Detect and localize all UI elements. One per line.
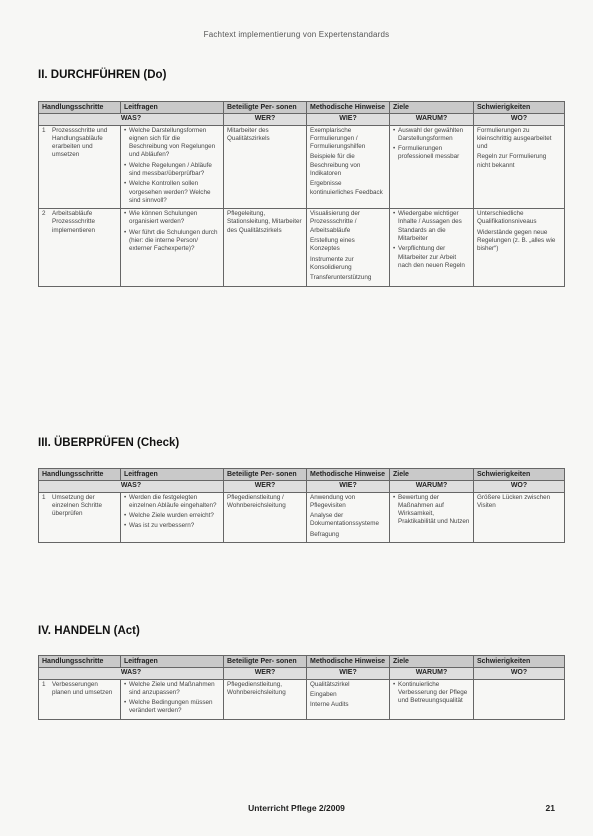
- guide-item: • Was ist zu verbessern?: [124, 522, 220, 530]
- header-steps: Handlungsschritte: [39, 469, 121, 481]
- methods-item: Erstellung eines Konzeptes: [310, 237, 355, 253]
- persons-cell: [224, 125, 307, 209]
- difficulties-item: Größere Lücken zwischen Visiten: [477, 493, 551, 509]
- running-head: Fachtext implementierung von Expertenstandards: [203, 30, 390, 39]
- table-row: [39, 679, 565, 719]
- persons-text: Pflegeleitung, Stationsleitung, Mitarbeiter des Qualitätszirkels: [227, 210, 302, 234]
- step-cell: [39, 492, 121, 542]
- question-row: [39, 481, 565, 493]
- guide-cell: [121, 209, 224, 286]
- guide-item: • Welche Ziele und Maßnahmen sind anzupassen?: [124, 681, 220, 698]
- header-goals: Ziele: [390, 656, 474, 668]
- header-guide: Leitfragen: [121, 469, 224, 481]
- persons-text: Mitarbeiter des Qualitätszirkels: [227, 126, 270, 142]
- step-cell: [39, 209, 121, 286]
- goals-item: • Wiedergabe wichtiger Inhalte / Aussagen des Standards an die Mitarbeiter: [393, 210, 470, 243]
- goals-cell: [390, 125, 474, 209]
- goals-item: • Kontinuierliche Verbesserung der Pflege und Betreuungsqualität: [393, 681, 470, 706]
- section-title-act: IV. HANDELN (Act): [38, 625, 140, 637]
- difficulties-item: Regeln zur Formulierung nicht bekannt: [477, 153, 547, 169]
- persons-cell: [224, 492, 307, 542]
- page-number: 21: [545, 803, 555, 813]
- section-title-do: II. DURCHFÜHREN (Do): [38, 69, 167, 81]
- header-row: [39, 469, 565, 481]
- step-text: Verbesserungen planen und umsetzen: [52, 680, 113, 696]
- goals-item: • Formulierungen professionell messbar: [393, 145, 470, 162]
- header-row: [39, 656, 565, 668]
- question-how: WIE?: [307, 668, 390, 680]
- header-difficulties: Schwierigkeiten: [474, 102, 565, 114]
- question-who: WER?: [224, 481, 307, 493]
- step-cell: [39, 679, 121, 719]
- header-difficulties: Schwierigkeiten: [474, 656, 565, 668]
- question-row: [39, 114, 565, 126]
- methods-item: Exemplarische Formulierungen / Formulierungshilfen: [310, 126, 366, 151]
- methods-item: Beispiele für die Beschreibung von Indikatoren: [310, 153, 361, 177]
- question-where: WO?: [474, 114, 565, 126]
- header-difficulties: Schwierigkeiten: [474, 469, 565, 481]
- question-row: [39, 668, 565, 680]
- difficulties-cell: [474, 209, 565, 286]
- methods-item: Instrumente zur Konsolidierung: [310, 255, 354, 271]
- step-number: 1: [42, 680, 46, 688]
- header-steps: Handlungsschritte: [39, 656, 121, 668]
- goals-item: • Verpflichtung der Mitarbeiter zur Arbeit nach den neuen Regeln: [393, 245, 470, 270]
- guide-item: • Werden die festgelegten einzelnen Abläufe eingehalten?: [124, 494, 220, 511]
- methods-item: Eingaben: [310, 690, 337, 698]
- journal-issue: Unterricht Pflege 2/2009: [248, 803, 345, 813]
- question-who: WER?: [224, 114, 307, 126]
- methods-item: Interne Audits: [310, 701, 349, 709]
- persons-text: Pflegedienstleitung, Wohnbereichsleitung: [227, 680, 286, 696]
- methods-item: Befragung: [310, 530, 340, 538]
- goals-cell: [390, 492, 474, 542]
- header-persons: Beteiligte Per- sonen: [224, 656, 307, 668]
- table-row: [39, 125, 565, 209]
- difficulties-cell: [474, 492, 565, 542]
- question-where: WO?: [474, 481, 565, 493]
- difficulties-item: Widerstände gegen neue Regelungen (z. B. „alles wie bisher“): [477, 228, 556, 253]
- guide-item: • Welche Kontrollen sollen vorgesehen werden? Welche sind sinnvoll?: [124, 180, 220, 205]
- header-guide: Leitfragen: [121, 102, 224, 114]
- header-goals: Ziele: [390, 469, 474, 481]
- question-where: WO?: [474, 668, 565, 680]
- difficulties-item: Unterschiedliche Qualifikationsniveaus: [477, 210, 537, 226]
- goals-item: • Auswahl der gewählten Darstellungsformen: [393, 127, 470, 144]
- guide-cell: [121, 679, 224, 719]
- methods-cell: [307, 492, 390, 542]
- step-number: 2: [42, 210, 46, 218]
- table-check: [38, 468, 565, 543]
- methods-item: Transferunterstützung: [310, 274, 372, 282]
- guide-item: • Welche Regelungen / Abläufe sind messbar/überprüfbar?: [124, 162, 220, 179]
- table-do: [38, 101, 565, 287]
- guide-item: • Wer führt die Schulungen durch (hier: die interne Person/ externer Fachexperte)?: [124, 229, 220, 254]
- methods-item: Ergebnisse kontinuierliches Feedback: [310, 180, 383, 196]
- header-row: [39, 102, 565, 114]
- persons-cell: [224, 679, 307, 719]
- table-act: [38, 655, 565, 720]
- header-goals: Ziele: [390, 102, 474, 114]
- header-persons: Beteiligte Per- sonen: [224, 469, 307, 481]
- difficulties-item: Formulierungen zu kleinschrittig ausgearbeitet und: [477, 126, 552, 151]
- goals-cell: [390, 679, 474, 719]
- difficulties-cell: [474, 679, 565, 719]
- guide-cell: [121, 125, 224, 209]
- header-guide: Leitfragen: [121, 656, 224, 668]
- step-number: 1: [42, 493, 46, 501]
- difficulties-cell: [474, 125, 565, 209]
- methods-item: Analyse der Dokumentationssysteme: [310, 512, 379, 528]
- section-title-check: III. ÜBERPRÜFEN (Check): [38, 437, 180, 449]
- goals-item: • Bewertung der Maßnahmen auf Wirksamkeit, Praktikabilität und Nutzen: [393, 494, 470, 527]
- guide-item: • Welche Darstellungsformen eignen sich für die Beschreibung von Regelungen und Abläufen?: [124, 127, 220, 160]
- question-how: WIE?: [307, 481, 390, 493]
- question-what: WAS?: [39, 114, 224, 126]
- header-methods: Methodische Hinweise: [307, 656, 390, 668]
- methods-cell: [307, 209, 390, 286]
- step-text: Arbeitsabläufe Prozessschritte implementieren: [52, 210, 96, 234]
- methods-item: Visualisierung der Prozessschritte / Arbeitsabläufe: [310, 210, 360, 234]
- persons-text: Pflegedienstleitung / Wohnbereichsleitung: [227, 493, 286, 509]
- header-steps: Handlungsschritte: [39, 102, 121, 114]
- header-methods: Methodische Hinweise: [307, 102, 390, 114]
- question-why: WARUM?: [390, 114, 474, 126]
- persons-cell: [224, 209, 307, 286]
- question-why: WARUM?: [390, 481, 474, 493]
- step-cell: [39, 125, 121, 209]
- step-text: Umsetzung der einzelnen Schritte überprüfen: [52, 493, 103, 518]
- goals-cell: [390, 209, 474, 286]
- methods-cell: [307, 125, 390, 209]
- question-what: WAS?: [39, 481, 224, 493]
- question-what: WAS?: [39, 668, 224, 680]
- question-who: WER?: [224, 668, 307, 680]
- guide-cell: [121, 492, 224, 542]
- step-text: Prozessschritte und Handlungsabläufe erarbeiten und umsetzen: [52, 126, 108, 159]
- guide-item: • Welche Ziele wurden erreicht?: [124, 512, 220, 520]
- methods-item: Anwendung von Pflegevisiten: [310, 493, 356, 509]
- header-persons: Beteiligte Per- sonen: [224, 102, 307, 114]
- step-number: 1: [42, 126, 46, 134]
- question-why: WARUM?: [390, 668, 474, 680]
- question-how: WIE?: [307, 114, 390, 126]
- methods-cell: [307, 679, 390, 719]
- table-row: [39, 209, 565, 286]
- header-methods: Methodische Hinweise: [307, 469, 390, 481]
- guide-item: • Welche Bedingungen müssen verändert werden?: [124, 699, 220, 716]
- methods-item: Qualitätszirkel: [310, 680, 350, 688]
- guide-item: • Wie können Schulungen organisiert werden?: [124, 210, 220, 227]
- table-row: [39, 492, 565, 542]
